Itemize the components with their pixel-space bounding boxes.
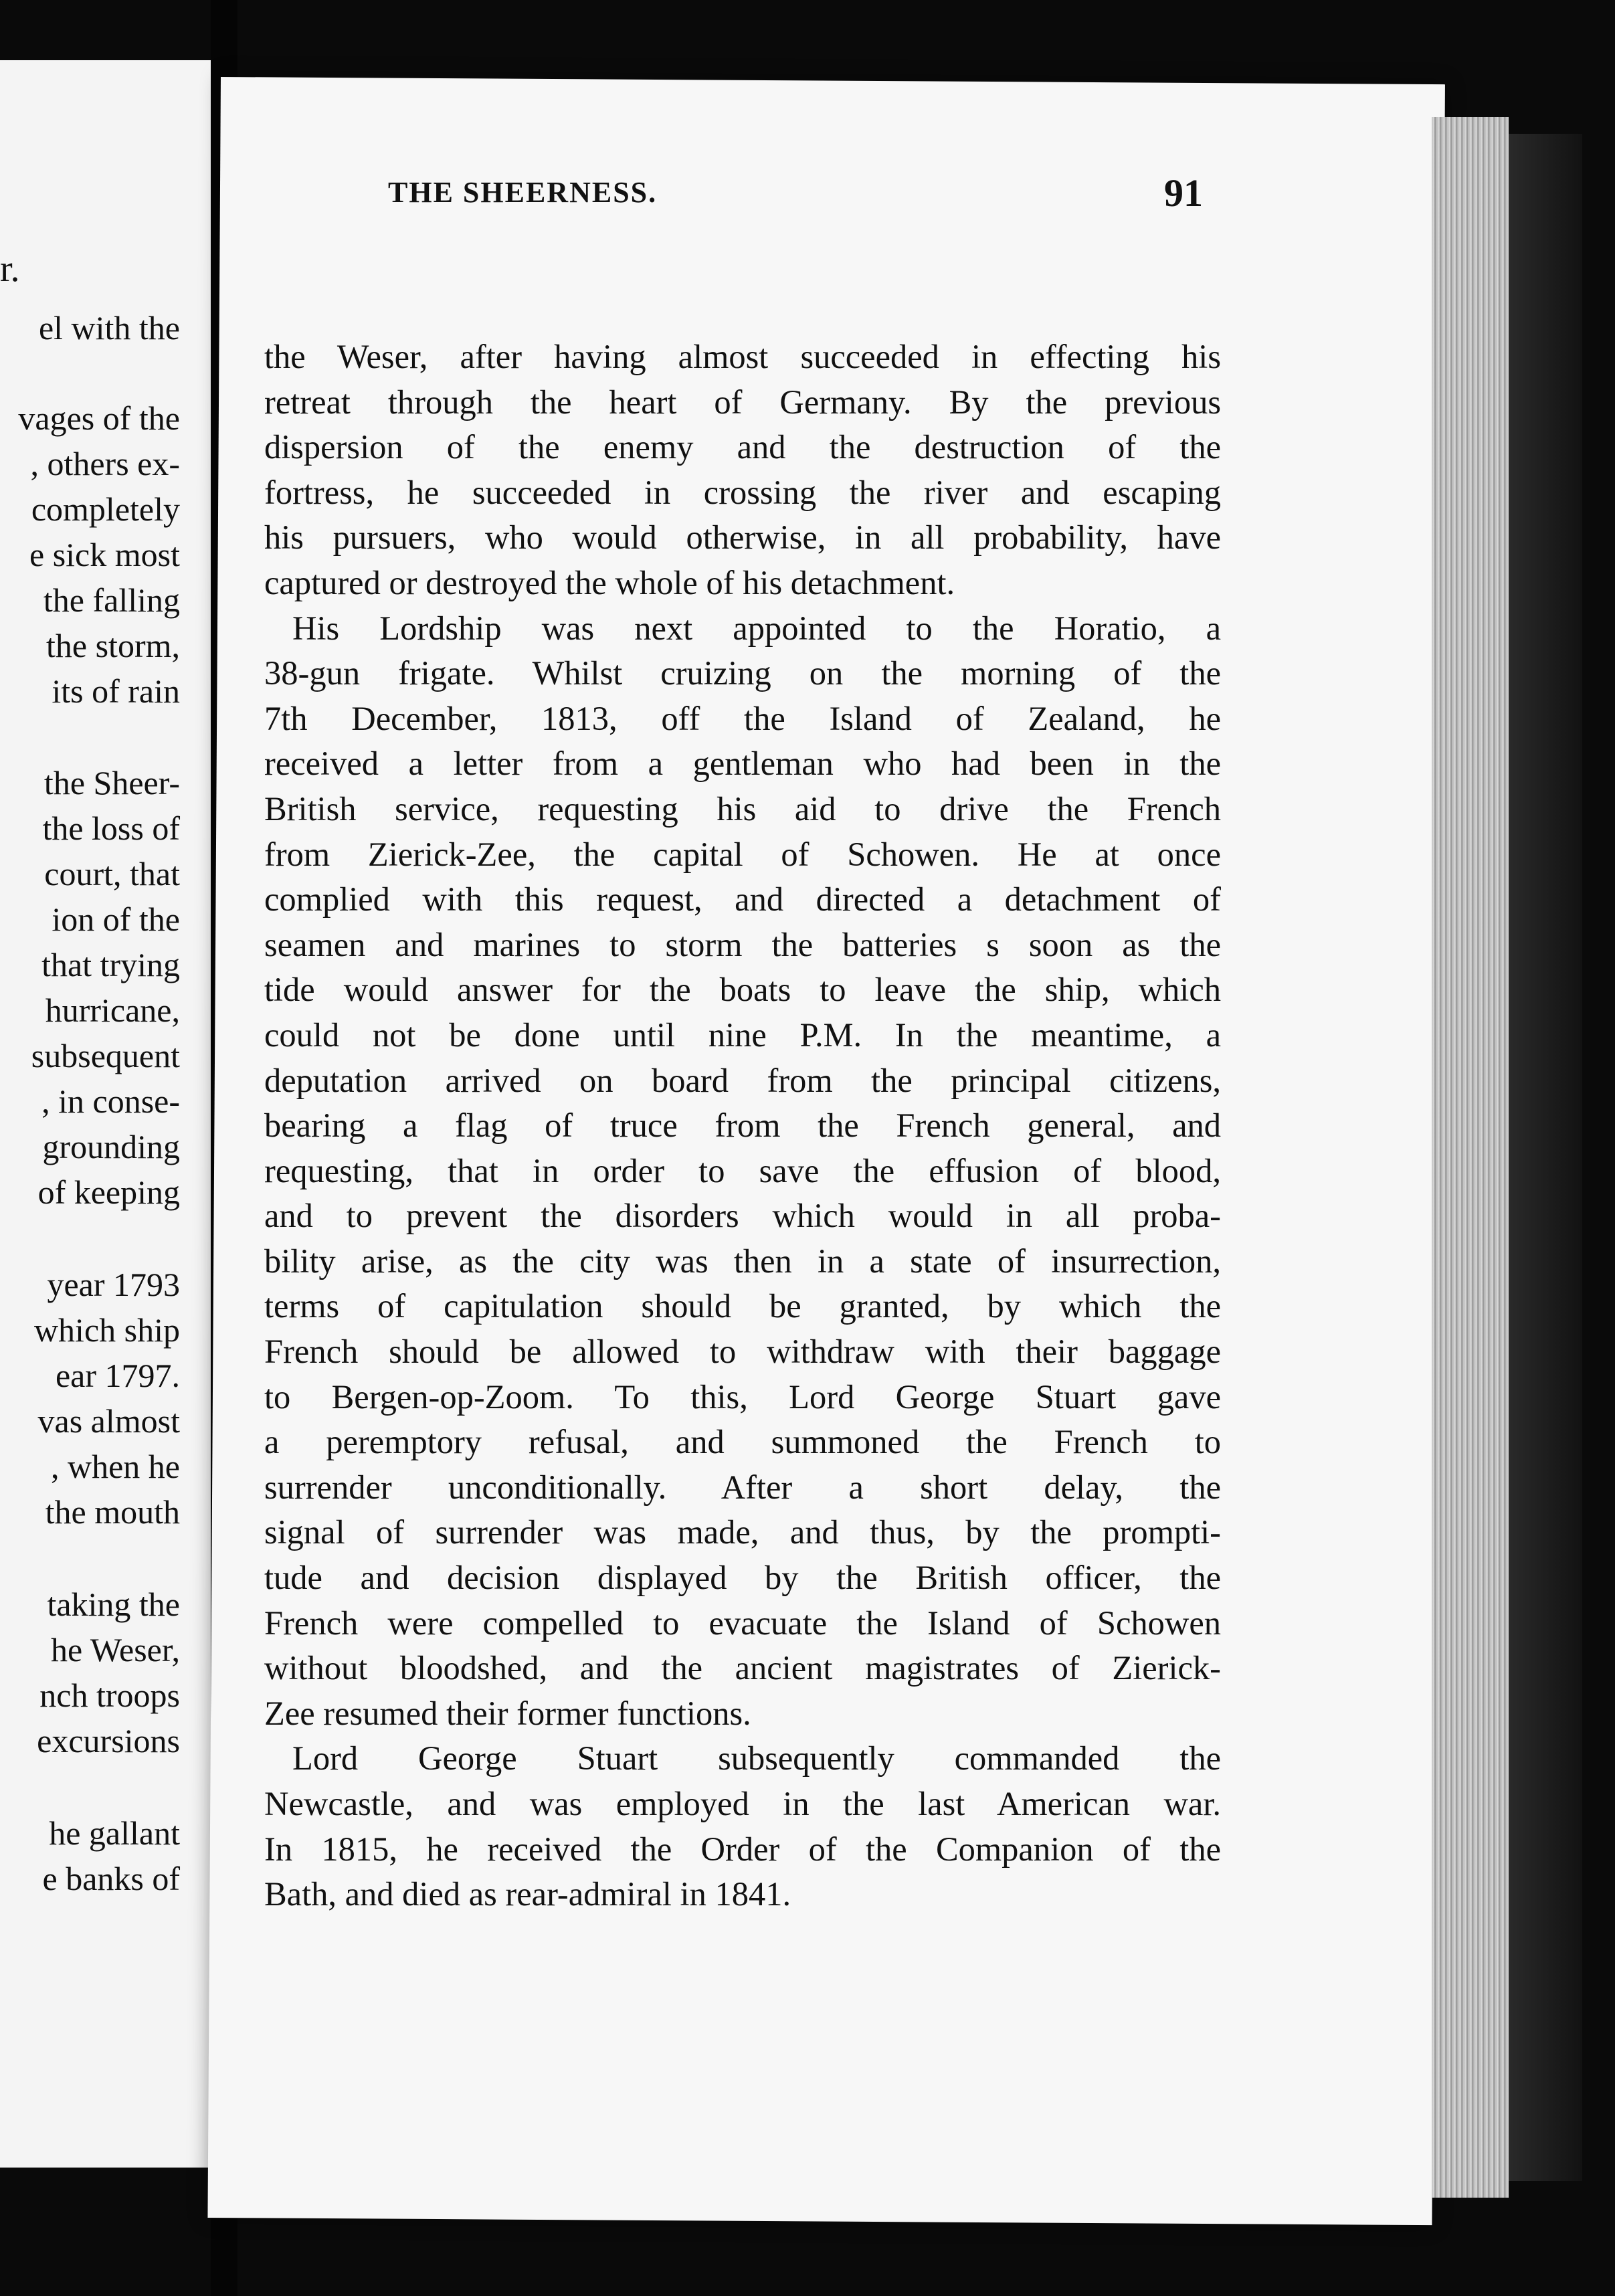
text-line: and to prevent the disorders which would in all proba-: [264, 1197, 1221, 1235]
facing-page-line: nch troops: [39, 1677, 180, 1714]
facing-page-line: year 1793: [47, 1266, 180, 1303]
text-line: dispersion of the enemy and the destruction of the: [264, 428, 1221, 466]
text-line: seamen and marines to storm the batteries s soon as the: [264, 925, 1221, 963]
text-line: his pursuers, who would otherwise, in all probability, have: [264, 518, 1221, 557]
text-line: In 1815, he received the Order of the Companion of the: [264, 1830, 1221, 1868]
facing-page-line: e banks of: [42, 1860, 180, 1897]
text-line: the Weser, after having almost succeeded in effecting his: [264, 338, 1221, 375]
facing-page-header-fragment: r.: [0, 248, 20, 290]
text-line: bearing a flag of truce from the French general, and: [264, 1107, 1221, 1145]
text-line: signal of surrender was made, and thus, by the prompti-: [264, 1513, 1221, 1551]
facing-page-line: completely: [31, 490, 180, 528]
text-line: British service, requesting his aid to drive the French: [264, 789, 1221, 828]
paragraph: [264, 606, 1221, 1737]
text-line: French should be allowed to withdraw with their baggage: [264, 1333, 1221, 1371]
text-line: to Bergen-op-Zoom. To this, Lord George Stuart gave: [264, 1377, 1221, 1416]
facing-page-line: subsequent: [31, 1037, 180, 1074]
paragraph: [264, 1736, 1221, 1917]
facing-page-line: , when he: [51, 1448, 180, 1485]
facing-page-line: he Weser,: [51, 1631, 180, 1668]
text-line: His Lordship was next appointed to the Horatio, a: [292, 609, 1221, 647]
facing-page-line: the loss of: [42, 809, 180, 847]
facing-page-line: vas almost: [37, 1402, 180, 1440]
text-line: could not be done until nine P.M. In the meantime, a: [264, 1016, 1221, 1054]
text-line: requesting, that in order to save the effusion of blood,: [264, 1151, 1221, 1189]
text-line: captured or destroyed the whole of his detachment.: [264, 563, 955, 601]
facing-page-line: taking the: [47, 1586, 180, 1623]
facing-page-fragment: [0, 60, 211, 2168]
text-line: Zee resumed their former functions.: [264, 1694, 751, 1732]
text-line: complied with this request, and directed a detachment of: [264, 880, 1221, 919]
text-line: a peremptory refusal, and summoned the French to: [264, 1423, 1221, 1461]
text-line: fortress, he succeeded in crossing the river and escaping: [264, 473, 1221, 511]
text-line: Bath, and died as rear-admiral in 1841.: [264, 1875, 791, 1913]
facing-page-line: court, that: [44, 855, 180, 892]
text-line: deputation arrived on board from the principal citizens,: [264, 1061, 1221, 1099]
facing-page-line: ear 1797.: [55, 1357, 180, 1394]
facing-page-line: vages of the: [18, 399, 180, 437]
facing-page-line: , others ex-: [30, 445, 180, 482]
facing-page-line: the storm,: [46, 627, 180, 664]
text-line: tide would answer for the boats to leave the ship, which: [264, 971, 1221, 1009]
facing-page-line: grounding: [42, 1128, 180, 1165]
facing-page-line: el with the: [38, 309, 180, 347]
text-line: without bloodshed, and the ancient magistrates of Zierick-: [264, 1649, 1221, 1687]
running-head: THE SHEERNESS.: [388, 176, 658, 209]
page-number: 91: [1164, 171, 1203, 215]
text-line: terms of capitulation should be granted, by which the: [264, 1287, 1221, 1325]
facing-page-line: excursions: [37, 1722, 180, 1759]
facing-page-line: the mouth: [45, 1493, 180, 1531]
text-line: Newcastle, and was employed in the last American war.: [264, 1785, 1221, 1822]
facing-page-line: e sick most: [29, 536, 180, 573]
page-body-text: [264, 334, 1221, 1917]
text-line: 38-gun frigate. Whilst cruizing on the morning of the: [264, 654, 1221, 692]
paragraph: [264, 334, 1221, 606]
facing-page-line: the falling: [43, 581, 180, 619]
text-line: received a letter from a gentleman who had been in the: [264, 745, 1221, 783]
facing-page-line: , in conse-: [41, 1082, 180, 1120]
text-line: retreat through the heart of Germany. By the previous: [264, 383, 1221, 421]
text-line: tude and decision displayed by the British officer, the: [264, 1559, 1221, 1597]
facing-page-line: hurricane,: [45, 991, 180, 1029]
text-line: from Zierick-Zee, the capital of Schowen. He at once: [264, 835, 1221, 873]
facing-page-line: the Sheer-: [43, 764, 180, 801]
text-line: Lord George Stuart subsequently commanded the: [292, 1739, 1221, 1778]
page-edges: [1432, 117, 1509, 2198]
book-cover-edge: [1509, 134, 1582, 2181]
facing-page-line: its of rain: [52, 672, 180, 710]
facing-page-line: which ship: [33, 1311, 180, 1349]
text-line: bility arise, as the city was then in a state of insurrection,: [264, 1242, 1221, 1280]
text-line: 7th December, 1813, off the Island of Zealand, he: [264, 699, 1221, 737]
text-line: French were compelled to evacuate the Island of Schowen: [264, 1604, 1221, 1642]
facing-page-line: he gallant: [49, 1814, 180, 1852]
facing-page-line: ion of the: [52, 900, 180, 938]
text-line: surrender unconditionally. After a short delay, the: [264, 1468, 1221, 1506]
facing-page-line: that trying: [41, 946, 180, 983]
facing-page-line: of keeping: [37, 1173, 180, 1211]
